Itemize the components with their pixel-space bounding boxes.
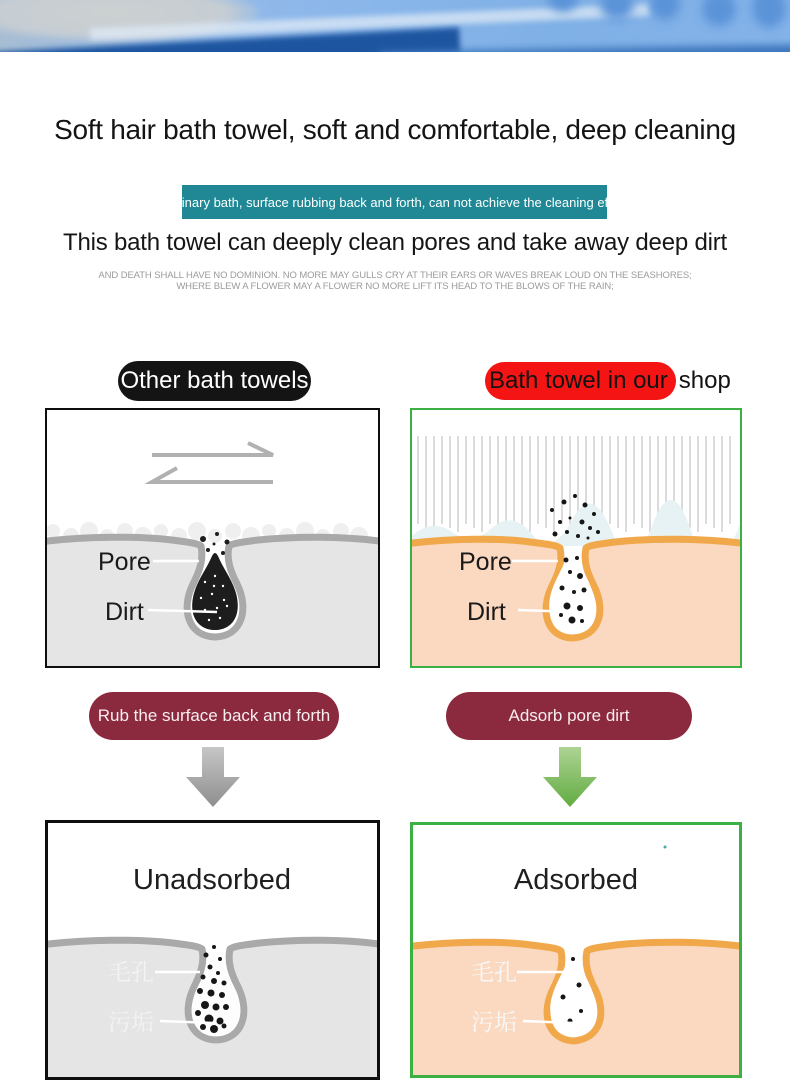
pore-label: Pore: [459, 548, 512, 576]
result-diagram-peach: [413, 825, 739, 1075]
pore-label-cn: 毛孔: [471, 959, 517, 985]
page-subtitle: This bath towel can deeply clean pores and take away deep dirt: [62, 229, 728, 256]
diagram-our-towel-adsorbing: [410, 408, 742, 668]
badge-bath-towel-in-our-shop: [485, 362, 731, 400]
diagram-other-towel-rubbing: [45, 408, 380, 668]
dirt-label-cn: 污垢: [108, 1009, 154, 1035]
rub-arrow-icon: [152, 468, 273, 482]
down-arrow-green-icon: [542, 747, 598, 807]
badge-other-bath-towels: Other bath towels: [118, 361, 311, 401]
pore-label-cn: 毛孔: [108, 959, 154, 985]
down-arrow-gray-icon: [185, 747, 241, 807]
badge-red-highlight: Bath towel in our: [485, 362, 676, 400]
teal-banner: Ordinary bath, surface rubbing back and forth, can not achieve the cleaning effect: [182, 185, 607, 219]
page-title: Soft hair bath towel, soft and comfortable, deep cleaning: [54, 114, 736, 145]
hero-blur-blob: [752, 0, 786, 28]
dirt-label: Dirt: [105, 598, 144, 626]
dirt-label: Dirt: [467, 598, 506, 626]
hero-blur-blob: [702, 0, 736, 26]
stray-speck: [664, 846, 667, 849]
dirt-label-cn: 污垢: [471, 1009, 517, 1035]
skin-pore-diagram-gray: [47, 410, 378, 666]
action-pill-rub: Rub the surface back and forth: [89, 692, 339, 740]
result-title: Unadsorbed: [133, 864, 291, 896]
skin-pore-diagram-peach: [412, 410, 740, 666]
result-diagram-gray: [48, 823, 377, 1077]
fineprint-line-2: WHERE BLEW A FLOWER MAY A FLOWER NO MORE LIFT ITS HEAD TO THE BLOWS OF THE RAIN;: [176, 281, 614, 292]
fineprint-text: [0, 270, 790, 292]
hero-photo-strip: [0, 0, 790, 52]
fineprint-line-1: AND DEATH SHALL HAVE NO DOMINION. NO MORE MAY GULLS CRY AT THEIR EARS OR WAVES BREAK LOUD ON THE SEASHORES;: [98, 270, 692, 281]
badge-red-rest: shop: [678, 367, 731, 394]
result-title: Adsorbed: [513, 864, 639, 896]
rub-arrow-icon: [152, 443, 273, 455]
hero-blur-blob: [650, 0, 680, 20]
pore-label: Pore: [98, 548, 151, 576]
result-adsorbed: [410, 822, 742, 1078]
result-unadsorbed: [45, 820, 380, 1080]
action-pill-adsorb: Adsorb pore dirt: [446, 692, 692, 740]
